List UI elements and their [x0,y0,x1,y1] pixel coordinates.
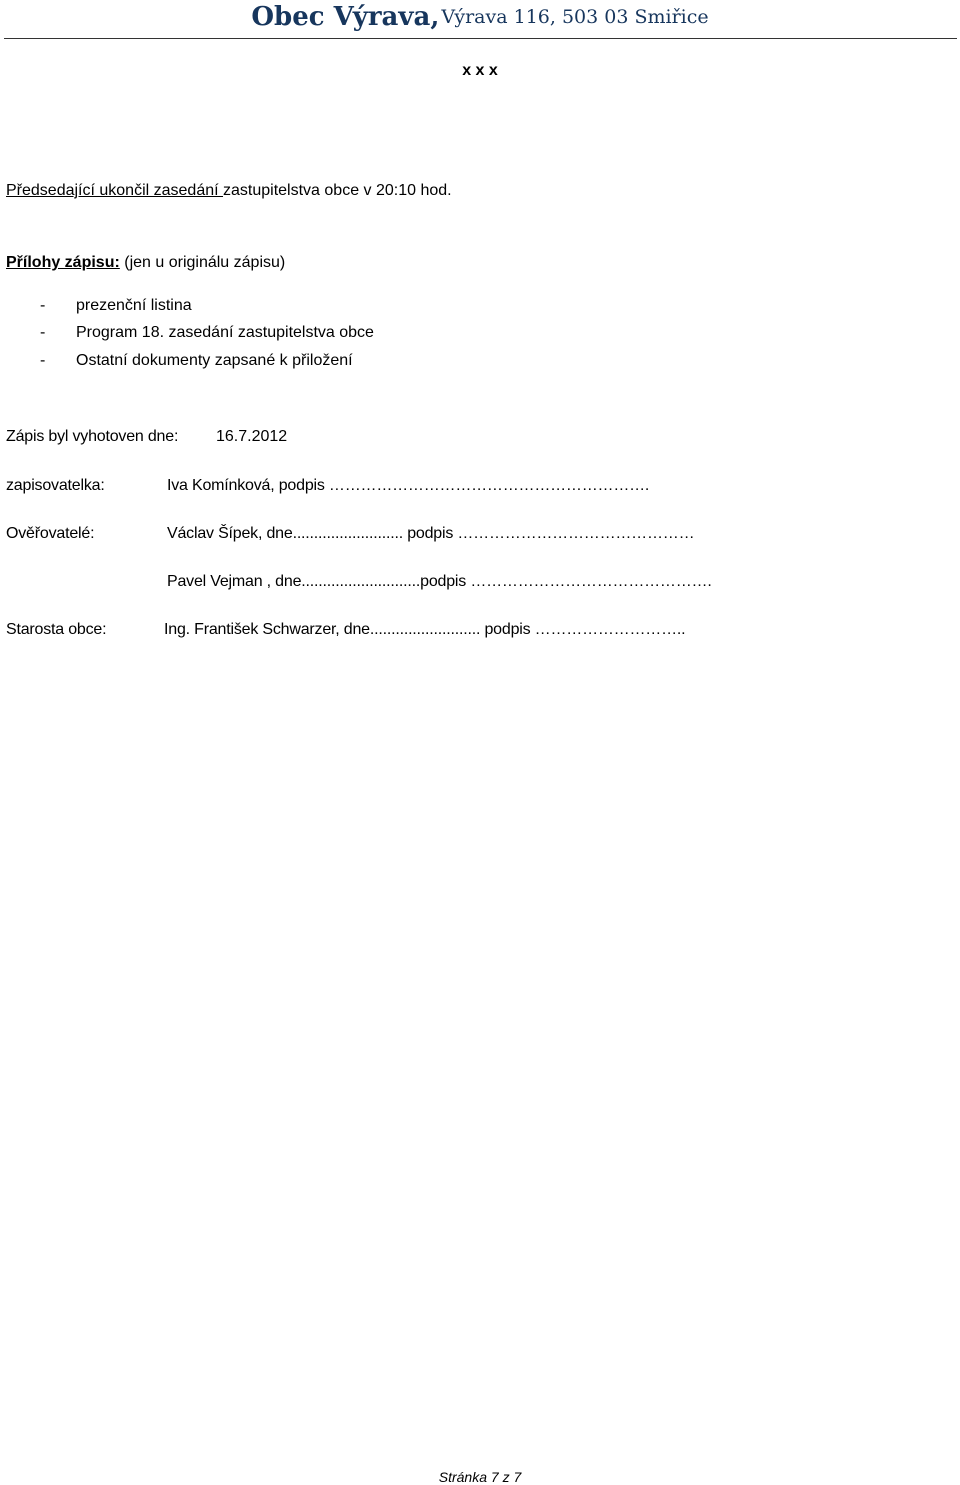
municipality-address: Výrava 116, 503 03 Smiřice [441,6,709,28]
list-bullet: - [40,324,46,341]
closing-statement-underlined: Předsedající ukončil zasedání [6,182,224,199]
closing-statement-rest: zastupitelstva obce v 20:10 hod. [223,182,452,199]
municipality-name: Obec Výrava, [251,2,440,32]
list-bullet: - [40,297,46,314]
attachments-note: (jen u originálu zápisu) [119,254,286,271]
list-item-text: Ostatní dokumenty zapsané k přiložení [76,352,353,369]
list-item-text: Program 18. zasedání zastupitelstva obce [76,324,374,341]
attachments-heading [6,254,285,272]
verifier-signature-1: Václav Šípek, dne.......................... podpis ……………………………………… [167,525,695,542]
recorder-signature: Iva Komínková, podpis ……………………………………………………. [167,477,650,494]
closing-statement [6,182,452,200]
verifiers-label: Ověřovatelé: [6,525,95,542]
mayor-signature: Ing. František Schwarzer, dne.......................... podpis ……………………….. [164,621,686,638]
header-divider [4,38,957,39]
mayor-label: Starosta obce: [6,621,107,638]
list-bullet: - [40,352,46,369]
letterhead [0,0,960,30]
section-separator: x x x [462,62,498,79]
verifier-signature-2: Pavel Vejman , dne............................podpis ………………………………………. [167,573,712,590]
attachments-label: Přílohy zápisu: [6,254,120,271]
record-date-value: 16.7.2012 [216,428,288,445]
recorder-label: zapisovatelka: [6,477,105,494]
page-number: Stránka 7 z 7 [438,1469,522,1485]
list-item-text: prezenční listina [76,297,192,314]
record-date-label: Zápis byl vyhotoven dne: [6,428,179,445]
